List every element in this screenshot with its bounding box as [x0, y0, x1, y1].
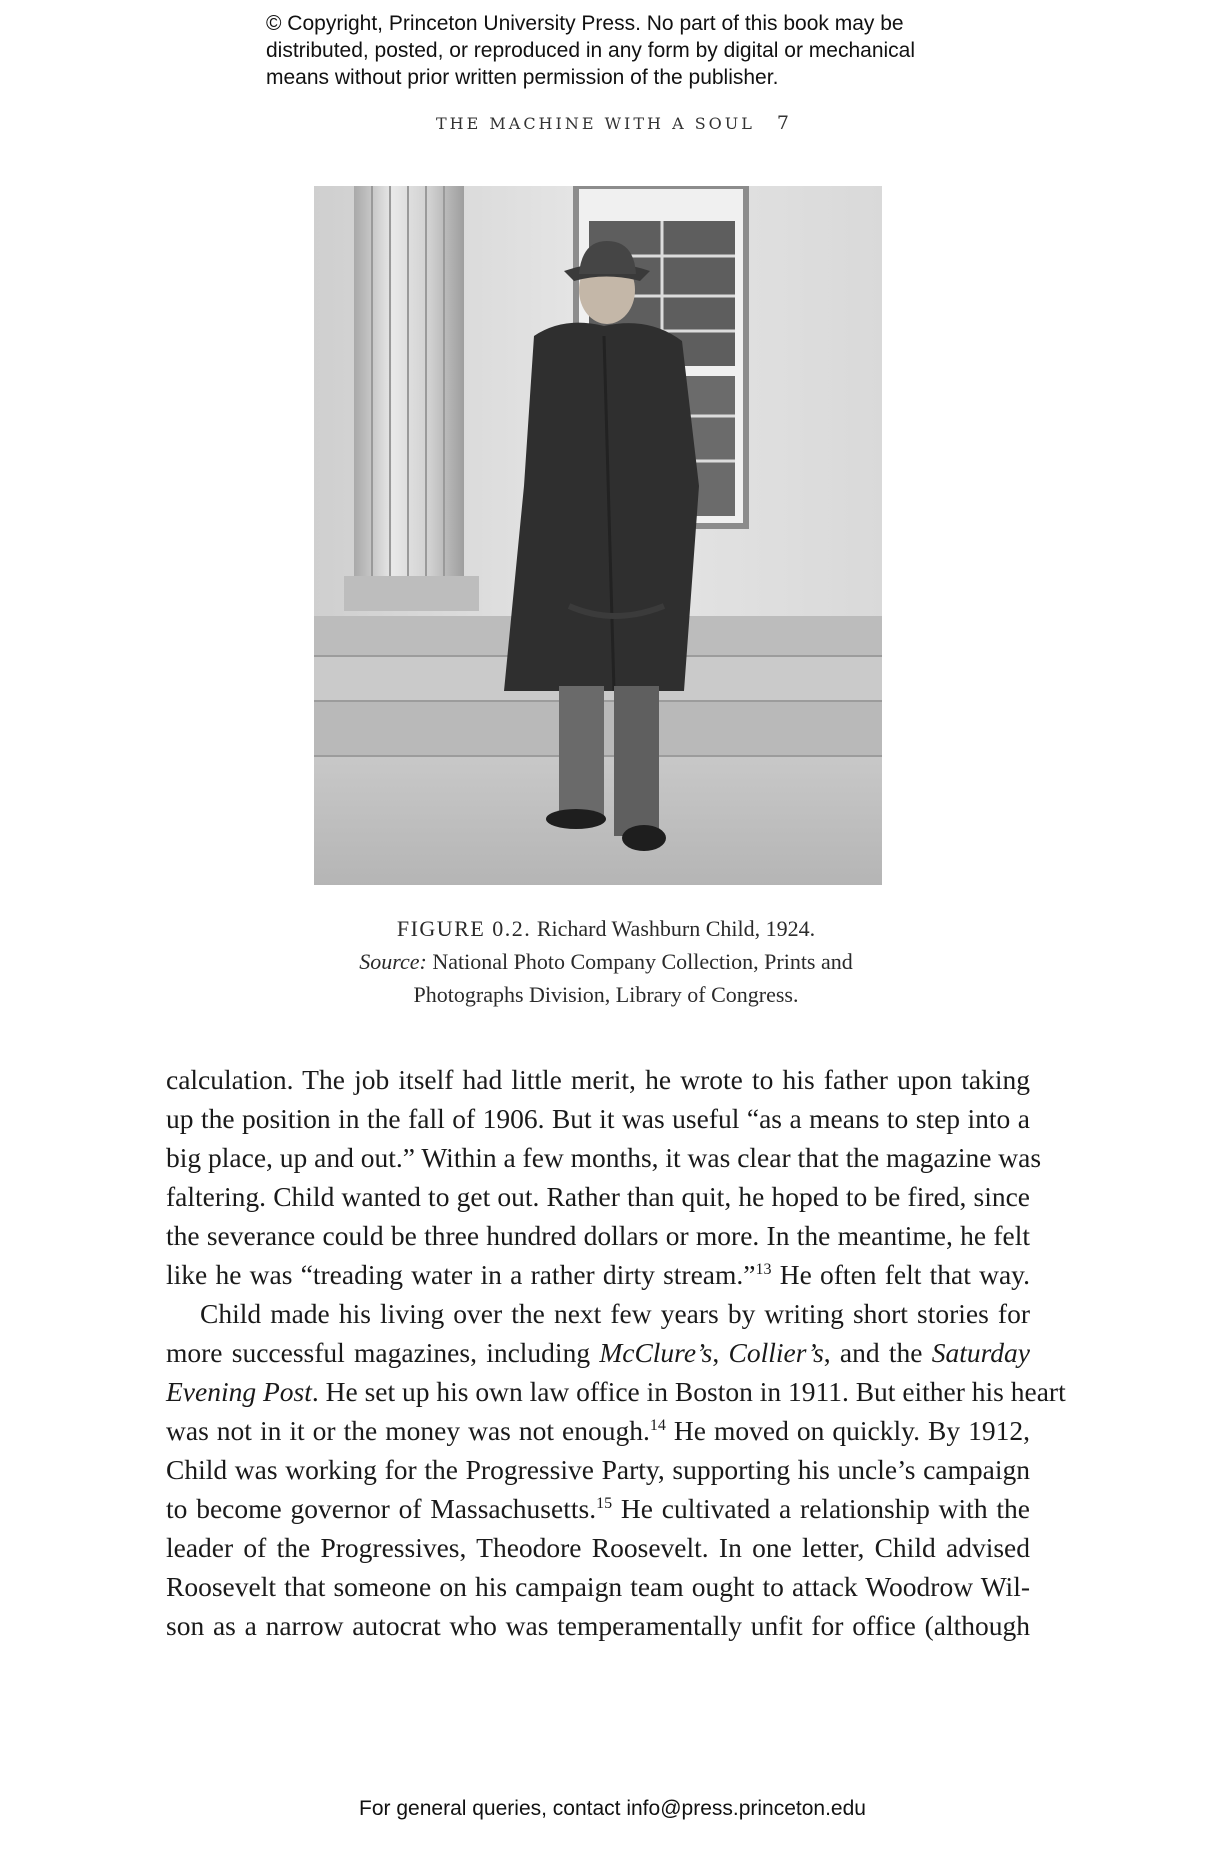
copyright-notice [266, 10, 1026, 91]
endnote-14[interactable]: 14 [649, 1416, 666, 1434]
text-segment: was not in it or the money was not enough. [166, 1415, 650, 1446]
text-segment: He moved on quickly. By 1912, [665, 1415, 1030, 1446]
text-line: the severance could be three hundred dollars or more. In the meantime, he felt [166, 1220, 1030, 1251]
text-line: big place, up and out.” Within a few months, it was clear that the magazine was [166, 1142, 1042, 1173]
footer-contact: For general queries, contact info@press.princeton.edu [359, 1797, 866, 1820]
text-line [166, 1411, 1030, 1450]
text-line: up the position in the fall of 1906. But it was useful “as a means to step into a [166, 1103, 1030, 1134]
text-line: calculation. The job itself had little merit, he wrote to his father upon taking [166, 1064, 1030, 1095]
copyright-line: distributed, posted, or reproduced in any form by digital or mechanical [266, 39, 916, 62]
figure-source-label: Source: [359, 949, 427, 974]
text-line: Child was working for the Progressive Party, supporting his uncle’s campaign [166, 1454, 1030, 1485]
page-number: 7 [776, 112, 789, 134]
figure-label: FIGURE 0.2. [396, 916, 532, 941]
magazine-title: McClure’s [599, 1337, 713, 1368]
copyright-line: © Copyright, Princeton University Press. No part of this book may be [266, 12, 904, 35]
text-line: son as a narrow autocrat who was temperamentally unfit for office (although [166, 1610, 1030, 1641]
text-segment: He often felt that way. [771, 1259, 1031, 1290]
text-segment: He cultivated a relationship with the [612, 1493, 1030, 1524]
text-line [166, 1489, 1030, 1528]
magazine-title: Evening Post [166, 1376, 312, 1407]
figure-photograph [314, 186, 882, 885]
text-segment: to become governor of Massachusetts. [166, 1493, 597, 1524]
text-line [166, 1333, 1030, 1372]
text-line [166, 1255, 1030, 1294]
photograph-richard-washburn-child [314, 186, 882, 885]
text-segment: more successful magazines, including [166, 1337, 600, 1368]
text-line: leader of the Progressives, Theodore Roosevelt. In one letter, Child advised [166, 1532, 1030, 1563]
copyright-line: means without prior written permission of the publisher. [266, 66, 779, 89]
text-line [166, 1372, 1066, 1411]
text-segment: . He set up his own law office in Boston in 1911. But either his heart [311, 1376, 1066, 1407]
magazine-title: Collier’s [728, 1337, 824, 1368]
figure-source-text: National Photo Company Collection, Prints and [432, 949, 853, 974]
figure-caption [236, 912, 976, 1011]
figure-source-text: Photographs Division, Library of Congress. [413, 982, 799, 1007]
running-head [0, 112, 1225, 134]
body-text [166, 1060, 1066, 1645]
text-segment: like he was “treading water in a rather dirty stream.” [166, 1259, 756, 1290]
endnote-15[interactable]: 15 [596, 1494, 613, 1512]
text-line: Child made his living over the next few years by writing short stories for [200, 1298, 1030, 1329]
text-line: faltering. Child wanted to get out. Rather than quit, he hoped to be fired, since [166, 1181, 1030, 1212]
endnote-13[interactable]: 13 [755, 1260, 772, 1278]
running-head-title: THE MACHINE WITH A SOUL [435, 114, 755, 133]
text-segment: , [712, 1337, 729, 1368]
text-line: Roosevelt that someone on his campaign team ought to attack Woodrow Wil- [166, 1571, 1030, 1602]
magazine-title: Saturday [931, 1337, 1030, 1368]
figure-title: Richard Washburn Child, 1924. [536, 916, 816, 941]
text-segment: , and the [823, 1337, 932, 1368]
